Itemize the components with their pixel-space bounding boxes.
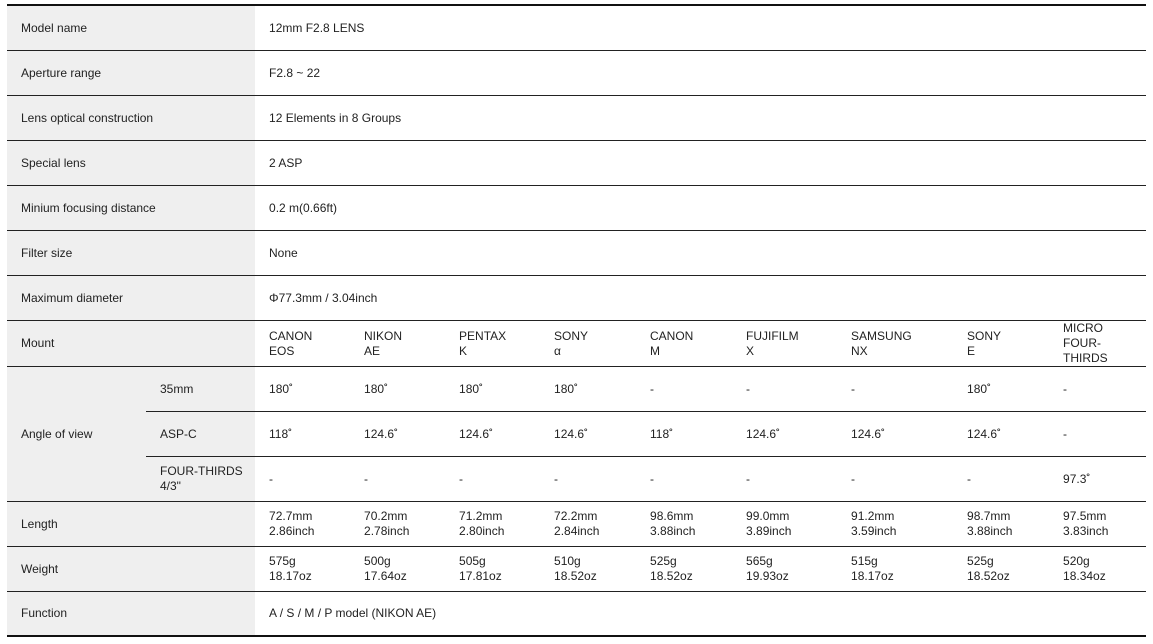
- row-angle-four-thirds: [7, 457, 1146, 502]
- weight-cell: 500g 17.64oz: [350, 547, 445, 592]
- value-special-lens: 2 ASP: [255, 141, 1146, 186]
- angle-cell: -: [445, 457, 540, 502]
- mount-cell: PENTAX K: [445, 321, 540, 367]
- length-cell: 72.7mm 2.86inch: [255, 502, 350, 547]
- angle-cell: -: [953, 457, 1049, 502]
- row-construction: [7, 96, 1146, 141]
- weight-cell: 520g 18.34oz: [1049, 547, 1146, 592]
- mount-cell: SAMSUNG NX: [837, 321, 953, 367]
- row-angle-35mm: [7, 367, 1146, 412]
- length-cell: 70.2mm 2.78inch: [350, 502, 445, 547]
- label-weight: Weight: [7, 547, 255, 592]
- mount-cell: CANON EOS: [255, 321, 350, 367]
- length-cell: 71.2mm 2.80inch: [445, 502, 540, 547]
- length-cell: 97.5mm 3.83inch: [1049, 502, 1146, 547]
- weight-cell: 565g 19.93oz: [732, 547, 837, 592]
- angle-cell: 124.6˚: [837, 412, 953, 457]
- length-cell: 98.7mm 3.88inch: [953, 502, 1049, 547]
- angle-cell: -: [732, 367, 837, 412]
- angle-cell: -: [636, 367, 732, 412]
- angle-cell: -: [837, 367, 953, 412]
- angle-cell: 124.6˚: [445, 412, 540, 457]
- row-filter: [7, 231, 1146, 276]
- angle-cell: 180˚: [953, 367, 1049, 412]
- sub-label-35mm: 35mm: [146, 367, 255, 412]
- weight-cell: 525g 18.52oz: [636, 547, 732, 592]
- weight-cell: 575g 18.17oz: [255, 547, 350, 592]
- label-construction: Lens optical construction: [7, 96, 255, 141]
- angle-cell: 124.6˚: [953, 412, 1049, 457]
- label-min-focus: Minium focusing distance: [7, 186, 255, 231]
- angle-cell: 124.6˚: [350, 412, 445, 457]
- angle-cell: 118˚: [255, 412, 350, 457]
- lens-spec-table: [7, 4, 1146, 637]
- mount-cell: FUJIFILM X: [732, 321, 837, 367]
- angle-cell: 180˚: [445, 367, 540, 412]
- weight-cell: 510g 18.52oz: [540, 547, 636, 592]
- angle-cell: 180˚: [540, 367, 636, 412]
- label-filter: Filter size: [7, 231, 255, 276]
- label-special-lens: Special lens: [7, 141, 255, 186]
- mount-cell: SONY E: [953, 321, 1049, 367]
- label-length: Length: [7, 502, 255, 547]
- angle-cell: 118˚: [636, 412, 732, 457]
- row-function: [7, 592, 1146, 637]
- value-construction: 12 Elements in 8 Groups: [255, 96, 1146, 141]
- angle-cell: -: [1049, 412, 1146, 457]
- weight-cell: 515g 18.17oz: [837, 547, 953, 592]
- label-max-diameter: Maximum diameter: [7, 276, 255, 321]
- angle-cell: -: [636, 457, 732, 502]
- weight-cell: 525g 18.52oz: [953, 547, 1049, 592]
- row-mount: [7, 321, 1146, 367]
- row-model-name: [7, 5, 1146, 51]
- value-min-focus: 0.2 m(0.66ft): [255, 186, 1146, 231]
- label-aperture: Aperture range: [7, 51, 255, 96]
- label-angle-of-view: Angle of view: [7, 367, 146, 502]
- mount-cell: MICRO FOUR- THIRDS: [1049, 321, 1146, 367]
- row-special-lens: [7, 141, 1146, 186]
- mount-cell: NIKON AE: [350, 321, 445, 367]
- value-aperture: F2.8 ~ 22: [255, 51, 1146, 96]
- weight-cell: 505g 17.81oz: [445, 547, 540, 592]
- angle-cell: 124.6˚: [540, 412, 636, 457]
- angle-cell: -: [1049, 367, 1146, 412]
- angle-cell: -: [255, 457, 350, 502]
- angle-cell: -: [540, 457, 636, 502]
- value-function: A / S / M / P model (NIKON AE): [269, 606, 437, 620]
- label-mount: Mount: [7, 321, 255, 367]
- row-angle-aspc: [7, 412, 1146, 457]
- length-cell: 98.6mm 3.88inch: [636, 502, 732, 547]
- angle-cell: -: [732, 457, 837, 502]
- sub-label-four-thirds: FOUR-THIRDS 4/3": [146, 457, 255, 502]
- angle-cell: 180˚: [350, 367, 445, 412]
- value-filter: None: [255, 231, 1146, 276]
- angle-cell: -: [350, 457, 445, 502]
- mount-cell: SONY α: [540, 321, 636, 367]
- row-min-focus: [7, 186, 1146, 231]
- mount-cell: CANON M: [636, 321, 732, 367]
- length-cell: 91.2mm 3.59inch: [837, 502, 953, 547]
- label-function: Function: [7, 592, 255, 637]
- angle-cell: 124.6˚: [732, 412, 837, 457]
- row-length: [7, 502, 1146, 547]
- angle-cell: 97.3˚: [1049, 457, 1146, 502]
- value-max-diameter: Φ77.3mm / 3.04inch: [255, 276, 1146, 321]
- row-max-diameter: [7, 276, 1146, 321]
- row-aperture: [7, 51, 1146, 96]
- length-cell: 72.2mm 2.84inch: [540, 502, 636, 547]
- sub-label-aspc: ASP-C: [146, 412, 255, 457]
- row-weight: [7, 547, 1146, 592]
- label-model-name: Model name: [7, 5, 255, 51]
- angle-cell: 180˚: [255, 367, 350, 412]
- length-cell: 99.0mm 3.89inch: [732, 502, 837, 547]
- value-model-name: 12mm F2.8 LENS: [255, 5, 1146, 51]
- angle-cell: -: [837, 457, 953, 502]
